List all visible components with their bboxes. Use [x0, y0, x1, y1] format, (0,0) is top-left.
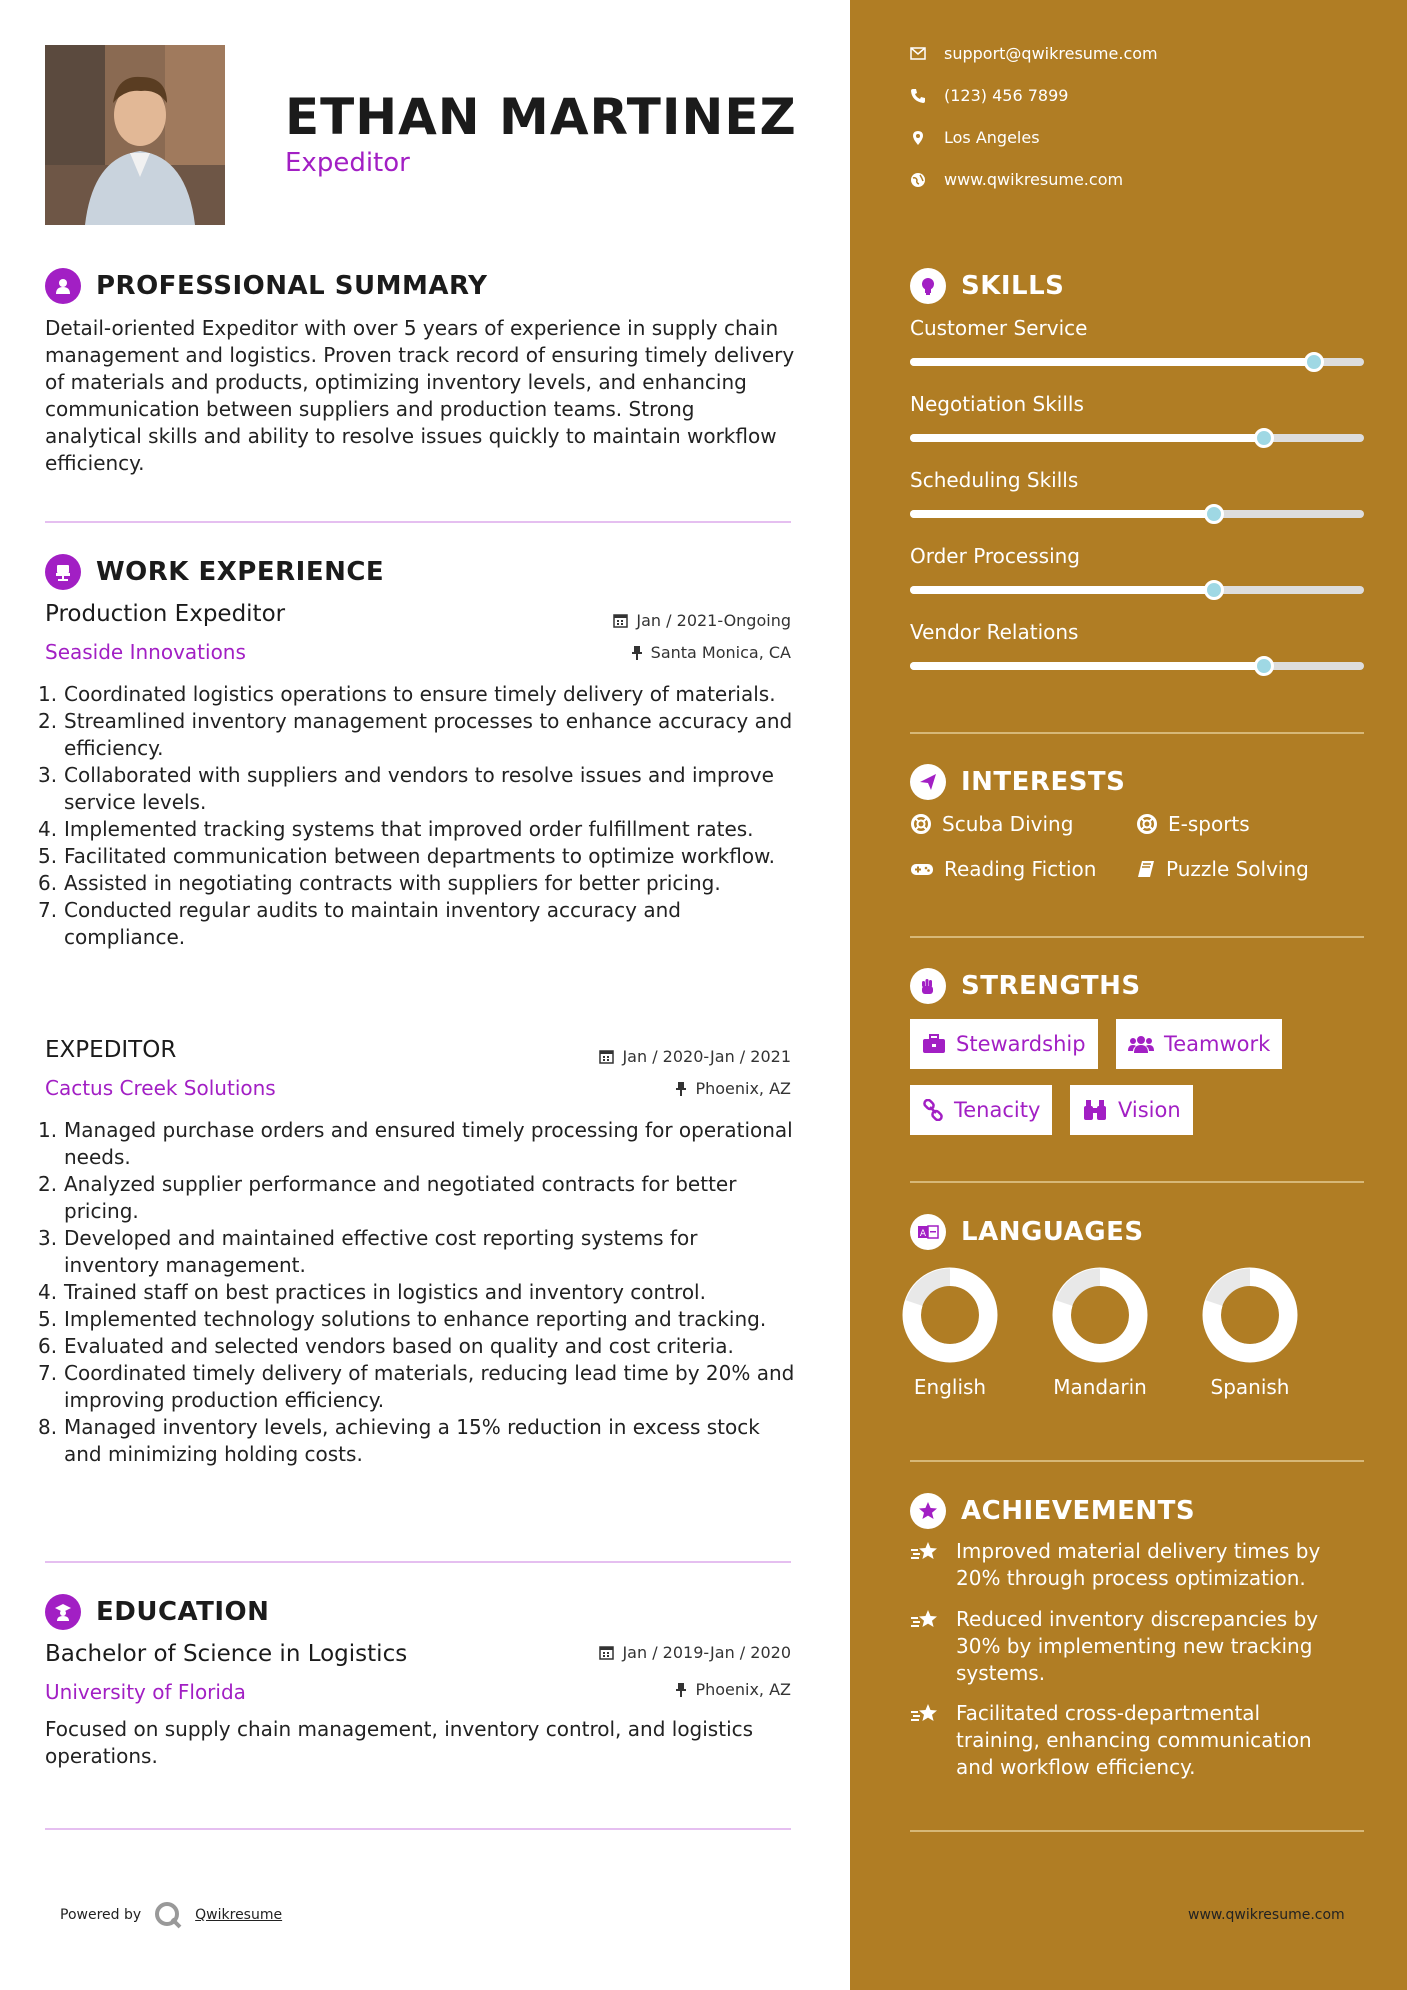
bullet-item — [38, 816, 798, 843]
job-location-text: Santa Monica, CA — [650, 643, 791, 662]
graduate-icon — [45, 1594, 81, 1630]
bullet-text: Assisted in negotiating contracts with suppliers for better pricing. — [64, 871, 721, 895]
skill-fill — [910, 358, 1314, 366]
skill-knob — [1254, 656, 1274, 676]
strength-tag — [1070, 1085, 1193, 1135]
strength-label: Teamwork — [1164, 1032, 1271, 1056]
language-item — [890, 1265, 1010, 1399]
interest-label: Puzzle Solving — [1166, 857, 1309, 881]
school: University of Florida — [45, 1680, 246, 1704]
candidate-name: ETHAN MARTINEZ — [285, 88, 797, 146]
strengths-header — [910, 968, 1141, 1004]
job-bullets — [38, 681, 798, 951]
education-dates-text: Jan / 2019-Jan / 2020 — [622, 1643, 791, 1662]
bullet-text: Developed and maintained effective cost reporting systems for inventory management. — [64, 1226, 698, 1277]
pin-icon — [675, 1081, 687, 1096]
language-proficiency-ring — [1200, 1265, 1300, 1365]
bullet-number: 4. — [38, 1280, 58, 1304]
achievements-header — [910, 1493, 1195, 1529]
powered-by — [60, 1900, 282, 1930]
language-proficiency-ring — [1050, 1265, 1150, 1365]
bullet-number: 5. — [38, 844, 58, 868]
bullet-text: Streamlined inventory management processes to enhance accuracy and efficiency. — [64, 709, 793, 760]
bullet-text: Implemented technology solutions to enhance reporting and tracking. — [64, 1307, 767, 1331]
contact-email[interactable] — [910, 44, 1158, 63]
section-divider — [45, 521, 791, 523]
users-icon — [1128, 1034, 1154, 1054]
contact-website-text: www.qwikresume.com — [944, 170, 1124, 189]
svg-text:A: A — [919, 1229, 927, 1239]
job-location — [631, 643, 791, 662]
languages-heading: LANGUAGES — [961, 1217, 1144, 1247]
contact-location — [910, 128, 1040, 147]
binoculars-icon — [1082, 1099, 1108, 1121]
section-divider — [910, 936, 1364, 938]
bullet-text: Evaluated and selected vendors based on quality and cost criteria. — [64, 1334, 734, 1358]
strength-label: Tenacity — [954, 1098, 1041, 1122]
skill-knob — [1254, 428, 1274, 448]
section-divider — [45, 1828, 791, 1830]
contact-location-text: Los Angeles — [944, 128, 1040, 147]
shooting-star-icon — [910, 1700, 944, 1781]
languages-header — [910, 1214, 1144, 1250]
section-divider — [910, 1181, 1364, 1183]
achievement-text: Reduced inventory discrepancies by 30% by implementing new tracking systems. — [956, 1607, 1319, 1685]
bullet-item — [38, 1360, 798, 1414]
education-location-text: Phoenix, AZ — [695, 1680, 791, 1699]
bullet-number: 8. — [38, 1415, 58, 1439]
shooting-star-icon — [910, 1606, 944, 1687]
qwikresume-logo-icon — [153, 1900, 183, 1930]
book-icon — [1136, 859, 1156, 879]
language-label: English — [913, 1375, 987, 1399]
achievement-item — [910, 1606, 1350, 1687]
gamepad-icon — [910, 861, 934, 877]
contact-website[interactable] — [910, 170, 1123, 189]
strengths-heading: STRENGTHS — [961, 971, 1141, 1001]
bullet-item — [38, 708, 798, 762]
contact-phone[interactable] — [910, 86, 1068, 105]
skill-fill — [910, 434, 1264, 442]
job-dates-text: Jan / 2020-Jan / 2021 — [622, 1047, 791, 1066]
summary-text: Detail-oriented Expeditor with over 5 years of experience in supply chain management and logistics. Proven track record of ensuring timely delivery of materials and products, optimizing inventory levels, and enhancing communication between suppliers and production teams. Strong analytical skills and ability to resolve issues quickly to maintain workflow efficiency. — [45, 316, 795, 475]
achievement-item — [910, 1700, 1350, 1781]
strength-label: Vision — [1118, 1098, 1181, 1122]
globe-icon — [910, 172, 926, 188]
job-title: Production Expeditor — [45, 601, 286, 627]
bullet-number: 6. — [38, 1334, 58, 1358]
translate-icon — [910, 1214, 946, 1250]
education-description: Focused on supply chain management, inventory control, and logistics operations. — [45, 1717, 754, 1768]
briefcase-icon — [922, 1034, 946, 1054]
language-proficiency-ring — [900, 1265, 1000, 1365]
bullet-number: 5. — [38, 1307, 58, 1331]
language-item — [1040, 1265, 1160, 1399]
achievement-item — [910, 1538, 1350, 1592]
language-label: Mandarin — [1053, 1375, 1147, 1399]
bullet-item — [38, 1306, 798, 1333]
contact-phone-text: (123) 456 7899 — [944, 86, 1069, 105]
user-icon — [45, 268, 81, 304]
achievements-heading: ACHIEVEMENTS — [961, 1496, 1196, 1526]
skill-label: Scheduling Skills — [910, 468, 1079, 492]
bullet-text: Coordinated timely delivery of materials, reducing lead time by 20% and improving production efficiency. — [64, 1361, 795, 1412]
bullet-text: Facilitated communication between departments to optimize workflow. — [64, 844, 775, 868]
achievement-text: Facilitated cross-departmental training, enhancing communication and workflow efficiency. — [956, 1701, 1312, 1779]
job-company: Seaside Innovations — [45, 640, 246, 664]
skills-heading: SKILLS — [961, 271, 1065, 301]
bullet-item — [38, 681, 798, 708]
skill-label: Negotiation Skills — [910, 392, 1084, 416]
map-marker-icon — [910, 130, 926, 146]
section-divider — [45, 1561, 791, 1563]
strength-tag — [910, 1085, 1052, 1135]
skill-slider — [910, 662, 1364, 670]
skill-label: Order Processing — [910, 544, 1080, 568]
skill-slider — [910, 434, 1364, 442]
strength-tag — [910, 1019, 1098, 1069]
pin-icon — [675, 1682, 687, 1697]
powered-brand-link[interactable]: Qwikresume — [195, 1907, 283, 1923]
bullet-number: 3. — [38, 1226, 58, 1250]
section-divider — [910, 1830, 1364, 1832]
interest-label: E-sports — [1168, 812, 1250, 836]
calendar-icon — [599, 1049, 614, 1064]
bullet-number: 1. — [38, 682, 58, 706]
envelope-icon — [910, 47, 926, 60]
education-dates — [599, 1643, 791, 1662]
lifebuoy-icon — [1136, 813, 1158, 835]
footer-url[interactable]: www.qwikresume.com — [1188, 1907, 1345, 1923]
skill-label: Customer Service — [910, 316, 1088, 340]
bullet-number: 2. — [38, 1172, 58, 1196]
bullet-text: Collaborated with suppliers and vendors to resolve issues and improve service levels. — [64, 763, 774, 814]
interests-heading: INTERESTS — [961, 767, 1126, 797]
job-dates-text: Jan / 2021-Ongoing — [636, 611, 791, 630]
bullet-item — [38, 1117, 798, 1171]
bullet-item — [38, 1225, 798, 1279]
summary-header — [45, 268, 487, 304]
experience-heading: WORK EXPERIENCE — [96, 557, 385, 587]
skill-fill — [910, 510, 1214, 518]
education-heading: EDUCATION — [96, 1597, 270, 1627]
summary-heading: PROFESSIONAL SUMMARY — [96, 271, 488, 301]
bullet-item — [38, 1279, 798, 1306]
interest-item — [1136, 812, 1250, 836]
bullet-number: 4. — [38, 817, 58, 841]
fist-icon — [910, 968, 946, 1004]
bullet-item — [38, 870, 798, 897]
bullet-number: 7. — [38, 898, 58, 922]
paper-plane-icon — [910, 764, 946, 800]
bullet-item — [38, 897, 798, 951]
education-location — [675, 1680, 791, 1699]
job-dates — [599, 1047, 791, 1066]
strength-tag — [1116, 1019, 1282, 1069]
skill-knob — [1304, 352, 1324, 372]
bullet-item — [38, 1333, 798, 1360]
bullet-text: Conducted regular audits to maintain inventory accuracy and compliance. — [64, 898, 681, 949]
bullet-item — [38, 843, 798, 870]
link-icon — [922, 1099, 944, 1121]
profile-photo — [45, 45, 225, 225]
interest-item — [910, 857, 1096, 881]
phone-icon — [910, 88, 926, 104]
language-item — [1190, 1265, 1310, 1399]
bullet-number: 6. — [38, 871, 58, 895]
interests-header — [910, 764, 1125, 800]
interest-item — [1136, 857, 1309, 881]
bullet-text: Trained staff on best practices in logistics and inventory control. — [64, 1280, 706, 1304]
skill-slider — [910, 358, 1364, 366]
bullet-text: Managed purchase orders and ensured timely processing for operational needs. — [64, 1118, 793, 1169]
skill-fill — [910, 586, 1214, 594]
section-divider — [910, 1460, 1364, 1462]
shooting-star-icon — [910, 1538, 944, 1592]
skills-header — [910, 268, 1064, 304]
lifebuoy-icon — [910, 813, 932, 835]
powered-label: Powered by — [60, 1907, 142, 1923]
bullet-number: 1. — [38, 1118, 58, 1142]
bullet-text: Analyzed supplier performance and negotiated contracts for better pricing. — [64, 1172, 737, 1223]
job-location-text: Phoenix, AZ — [695, 1079, 791, 1098]
language-label: Spanish — [1210, 1375, 1290, 1399]
star-icon — [910, 1493, 946, 1529]
interest-label: Scuba Diving — [942, 812, 1074, 836]
achievement-text: Improved material delivery times by 20% through process optimization. — [956, 1539, 1321, 1590]
skill-label: Vendor Relations — [910, 620, 1079, 644]
job-company: Cactus Creek Solutions — [45, 1076, 276, 1100]
education-header — [45, 1594, 269, 1630]
bullet-number: 3. — [38, 763, 58, 787]
degree: Bachelor of Science in Logistics — [45, 1641, 408, 1667]
candidate-title: Expeditor — [285, 148, 410, 178]
bullet-text: Managed inventory levels, achieving a 15% reduction in excess stock and minimizing holding costs. — [64, 1415, 760, 1466]
skill-slider — [910, 586, 1364, 594]
job-title: EXPEDITOR — [45, 1037, 177, 1063]
pin-icon — [631, 645, 643, 660]
lightbulb-icon — [910, 268, 946, 304]
calendar-icon — [599, 1645, 614, 1660]
bullet-item — [38, 1414, 798, 1468]
bullet-item — [38, 1171, 798, 1225]
job-location — [675, 1079, 791, 1098]
contact-email-text: support@qwikresume.com — [944, 44, 1158, 63]
calendar-icon — [613, 613, 628, 628]
skill-fill — [910, 662, 1264, 670]
bullet-text: Implemented tracking systems that improved order fulfillment rates. — [64, 817, 754, 841]
bullet-item — [38, 762, 798, 816]
bullet-text: Coordinated logistics operations to ensure timely delivery of materials. — [64, 682, 776, 706]
interest-label: Reading Fiction — [944, 857, 1097, 881]
bullet-number: 2. — [38, 709, 58, 733]
skill-slider — [910, 510, 1364, 518]
job-bullets — [38, 1117, 798, 1468]
chair-icon — [45, 554, 81, 590]
interest-item — [910, 812, 1073, 836]
experience-header — [45, 554, 384, 590]
job-dates — [613, 611, 791, 630]
bullet-number: 7. — [38, 1361, 58, 1385]
strength-label: Stewardship — [956, 1032, 1086, 1056]
section-divider — [910, 732, 1364, 734]
